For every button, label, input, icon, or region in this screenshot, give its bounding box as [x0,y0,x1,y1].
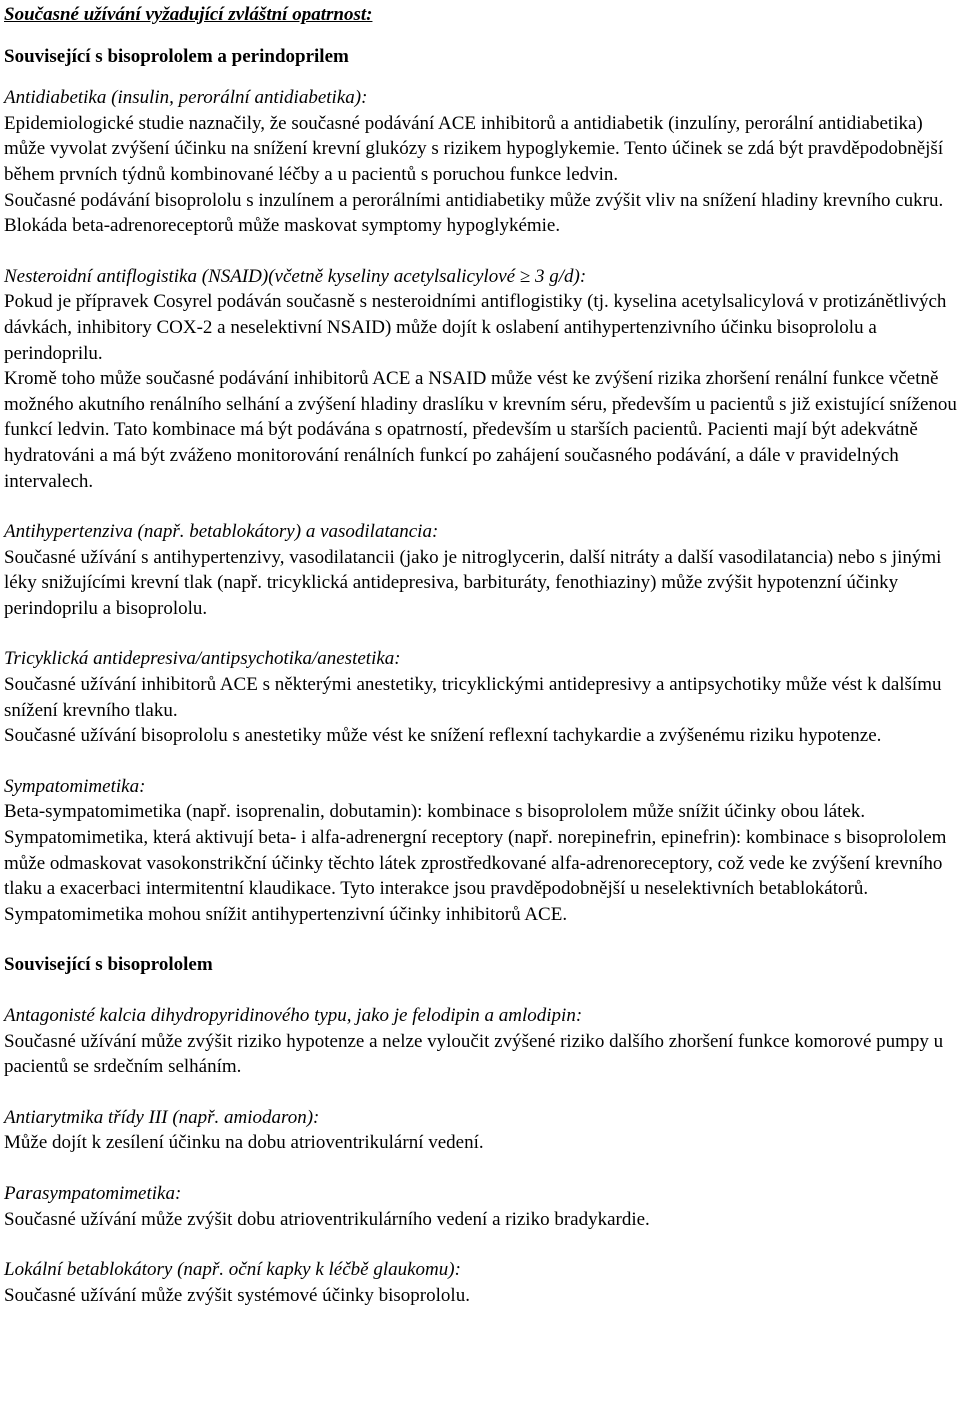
spacer [4,927,958,952]
sympathomimetics-text-3: Sympatomimetika mohou snížit antihypertenzivní účinky inhibitorů ACE. [4,903,568,925]
tricyclic-text-2: Současné užívání bisoprololu s anestetiky může vést ke snížení reflexní tachykardie a zvýšenému riziku hypotenze. [4,725,882,747]
tricyclic-label: Tricyklická antidepresiva/antipsychotika/anestetika: [4,648,401,670]
spacer [4,494,958,519]
antiarrhythmics-label: Antiarytmika třídy III (např. amiodaron): [4,1106,320,1128]
spacer [4,978,958,1003]
antidiabetics-text-1: Epidemiologické studie naznačily, že současné podávání ACE inhibitorů a antidiabetik (inzulíny, perorální antidiabetika) může vyvolat zvýšení účinku na snížení krevní glukózy s rizikem hypoglykemie. Tento účinek se zdá být pravděpodobnější během prvních týdnů kombinované léčby a u pacientů s poruchou funkce ledvin. [4,112,944,185]
antihypertensives-block [4,519,958,621]
spacer [4,1156,958,1181]
parasympathomimetics-label: Parasympatomimetika: [4,1182,182,1204]
nsaid-label: Nesteroidní antiflogistika (NSAID)(včetně kyseliny acetylsalicylové ≥ 3 g/d): [4,265,587,287]
spacer [4,69,958,85]
antiarrhythmics-block [4,1105,958,1156]
tricyclic-text-1: Současné užívání inhibitorů ACE s některými anestetiky, tricyklickými antidepresivy a antipsychotiky může vést k dalšímu snížení krevního tlaku. [4,674,942,721]
spacer [4,621,958,646]
section-heading-bisoprolol-perindopril: Související s bisoprololem a perindoprilem [4,45,349,67]
topical-betablockers-block [4,1257,958,1308]
calcium-antagonists-label: Antagonisté kalcia dihydropyridinového typu, jako je felodipin a amlodipin: [4,1005,583,1026]
parasympathomimetics-block [4,1181,958,1232]
page-title: Současné užívání vyžadující zvláštní opatrnost: [4,4,373,25]
nsaid-text-2: Kromě toho může současné podávání inhibitorů ACE a NSAID může vést ke zvýšení rizika zhoršení renální funkce včetně možného akutního renálního selhání a zvýšení hladiny draslíku v krevním séru, především u pacientů s již existující sníženou funkcí ledvin. Tato kombinace má být podávána s opatrností, především u starších pacientů. Pacienti mají být adekvátně hydratováni a má být zváženo monitorování renálních funkcí po zahájení současného podávání, a dále v pravidelných intervalech. [4,368,957,492]
calcium-antagonists-text-1: Současné užívání může zvýšit riziko hypotenze a nelze vyloučit zvýšené riziko dalšího zhoršení funkce komorové pumpy u pacientů se srdečním selháním. [4,1030,944,1078]
antiarrhythmics-text-1: Může dojít k zesílení účinku na dobu atrioventrikulární vedení. [4,1132,484,1154]
sympathomimetics-block [4,774,958,928]
antihypertensives-text-1: Současné užívání s antihypertenzivy, vasodilatancii (jako je nitroglycerin, další nitráty a další vasodilatancia) nebo s jinými léky snižujícími krevní tlak (např. tricyklická antidepresiva, barbituráty, fenothiaziny) může zvýšit hypotenzní účinky perindoprilu a bisoprololu. [4,546,942,619]
antidiabetics-block [4,85,958,239]
spacer [4,28,958,44]
antihypertensives-label: Antihypertenziva (např. betablokátory) a vasodilatancia: [4,521,439,543]
antidiabetics-text-2: Současné podávání bisoprololu s inzulínem a perorálními antidiabetiky může zvýšit vliv na snížení hladiny krevního cukru. Blokáda beta-adrenoreceptorů může maskovat symptomy hypoglykémie. [4,189,944,237]
topical-betablockers-label: Lokální betablokátory (např. oční kapky k léčbě glaukomu): [4,1259,461,1281]
spacer [4,1232,958,1257]
nsaid-text-1: Pokud je přípravek Cosyrel podáván současně s nesteroidními antiflogistiky (tj. kyselina acetylsalicylová v protizánětlivých dávkách, inhibitory COX-2 a neselektivní NSAID) může dojít k oslabení antihypertenzivního účinku bisoprololu a perindoprilu. [4,291,947,364]
sympathomimetics-text-1: Beta-sympatomimetika (např. isoprenalin, dobutamin): kombinace s bisoprololem může snížit účinky obou látek. [4,801,866,823]
calcium-antagonists-block [4,1003,958,1080]
spacer [4,239,958,264]
spacer [4,749,958,774]
parasympathomimetics-text-1: Současné užívání může zvýšit dobu atrioventrikulárního vedení a riziko bradykardie. [4,1208,650,1230]
topical-betablockers-text-1: Současné užívání může zvýšit systémové účinky bisoprololu. [4,1284,470,1306]
antidiabetics-label: Antidiabetika (insulin, perorální antidiabetika): [4,87,368,109]
sympathomimetics-text-2: Sympatomimetika, která aktivují beta- i alfa-adrenergní receptory (např. norepinefrin, epinefrin): kombinace s bisoprololem může odmaskovat vasokonstrikční účinky těchto látek zprostředkované alfa-adrenoreceptory, což vede ke zvýšení krevního tlaku a exacerbaci intermitentní klaudikace. Tyto interakce jsou pravděpodobnější u neselektivních betablokátorů. [4,827,947,900]
spacer [4,1080,958,1105]
tricyclic-block [4,646,958,748]
sympathomimetics-label: Sympatomimetika: [4,775,146,797]
nsaid-block [4,264,958,494]
section-heading-bisoprolol: Související s bisoprololem [4,954,213,976]
